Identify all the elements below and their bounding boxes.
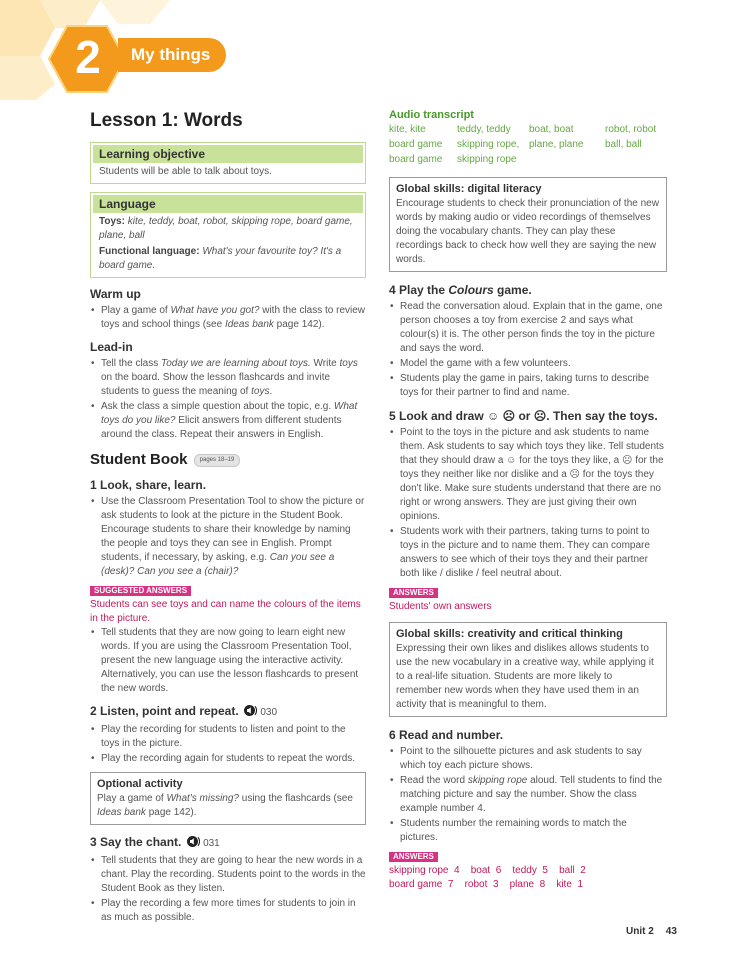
suggested-answers-label: SUGGESTED ANSWERS (90, 586, 191, 596)
exercise-5-heading: 5 Look and draw ☺ ☹ or ☹. Then say the toys. (389, 409, 658, 423)
learning-objective-box (90, 142, 366, 184)
unit-title: My things (131, 45, 211, 64)
audio-transcript-grid: kite, kite teddy, teddy boat, boat robot, robot board game skipping rope, plane, plane ball, ball board game skipping rope (389, 124, 657, 165)
answers-label: ANSWERS (389, 588, 438, 598)
audio-transcript-heading: Audio transcript (389, 109, 474, 121)
list-item: • Tell students that they are going to hear the new words in a chant. Play the recording. Students point to the words in the Student Book as they listen. (101, 854, 366, 896)
exercise-2-list (90, 723, 366, 766)
list-item: • Tell the class Today we are learning about toys. Write toys on the board. Show the lesson flashcards and invite students to guess the meaning of toys. (101, 357, 366, 399)
track-number: 030 (260, 707, 278, 718)
pages-badge: pages 18–19 (194, 454, 241, 467)
optional-activity-box (90, 772, 366, 825)
creativity-text: Expressing their own likes and dislikes allows students to use the new vocabulary in a creative way, while applying it to a real-life situation. Students are more likely to remember new words when they have used them in an activity that is meaningful to them. (396, 643, 654, 710)
creativity-heading: Global skills: creativity and critical thinking (396, 628, 623, 640)
optional-activity-text: Play a game of What's missing? using the flashcards (see Ideas bank page 142). (97, 793, 353, 818)
left-column (90, 108, 366, 926)
list-item: • Read the word skipping rope aloud. Tell students to find the matching picture and say the number. Show the class example number 4. (400, 774, 667, 816)
digital-literacy-text: Encourage students to check their pronunciation of the new words by making audio or video recordings of themselves doing the vocabulary chants. They can play these recordings back to check how well they are saying the new words. (396, 198, 659, 265)
answers-line-1: skipping rope 4 boat 6 teddy 5 ball 2 (389, 865, 586, 876)
list-item: • Students play the game in pairs, taking turns to describe toys for their partner to find and name. (400, 372, 667, 400)
language-box (90, 192, 366, 278)
exercise-6-list (389, 745, 667, 845)
list-item: • Play a game of What have you got? with the class to review toys and school things (see Ideas bank page 142). (101, 304, 366, 332)
list-item: • Students number the remaining words to match the pictures. (400, 817, 667, 845)
toys-label: Toys: (99, 216, 125, 227)
warm-up-heading: Warm up (90, 287, 141, 301)
toys-text: kite, teddy, boat, robot, skipping rope, board game, plane, ball (99, 216, 353, 241)
digital-literacy-heading: Global skills: digital literacy (396, 183, 542, 195)
lesson-title: Lesson 1: Words (90, 110, 243, 131)
answers-label: ANSWERS (389, 852, 438, 862)
page-footer (626, 926, 689, 937)
exercise-1-list (90, 495, 366, 579)
exercise-1-heading: 1 Look, share, learn. (90, 478, 207, 492)
footer-unit: Unit 2 (626, 926, 654, 937)
list-item: • Play the recording a few more times for students to join in as much as possible. (101, 897, 366, 925)
list-item: • Use the Classroom Presentation Tool to show the picture or ask students to look at the picture in the Student Book. Encourage students to share their knowledge by naming the people and toys they can see in English. Prompt students, if necessary, by asking, e.g. Can you see a (desk)? Can you see a (chair)? (101, 495, 366, 579)
suggested-answers-text: Students can see toys and can name the colours of the items in the picture. (90, 599, 361, 624)
exercise-4-list (389, 300, 667, 400)
creativity-box (389, 622, 667, 717)
right-column (389, 108, 667, 892)
list-item: • Model the game with a few volunteers. (400, 357, 667, 371)
exercise-6-heading: 6 Read and number. (389, 728, 504, 742)
answers-line-2: board game 7 robot 3 plane 8 kite 1 (389, 879, 584, 890)
list-item: • Read the conversation aloud. Explain that in the game, one person chooses a toy from exercise 2 and says what colour(s) it is. The other person finds the toy in the picture and says the word. (400, 300, 667, 356)
exercise-1-list-2 (90, 626, 366, 696)
exercise-5-list (389, 426, 667, 581)
learning-objective-text: Students will be able to talk about toys. (99, 166, 272, 177)
list-item: • Students work with their partners, taking turns to point to toys in the picture and to name them. They can compare answers to see which of their toys they and their partner both like / dislike / feel neutral about. (400, 525, 667, 581)
digital-literacy-box (389, 177, 667, 272)
list-item: • Tell students that they are now going to learn eight new words. If you are using the Classroom Presentation Tool, present the new language using the interactive activity. Alternatively, you can use the lesson flashcards to present the new words. (101, 626, 366, 696)
audio-icon[interactable] (187, 836, 200, 847)
page-number: 43 (665, 926, 677, 937)
student-book-heading: Student Book pages 18–19 (90, 450, 366, 470)
functional-language-label: Functional language: (99, 246, 200, 257)
answers-text: Students' own answers (389, 601, 492, 612)
lead-in-heading: Lead-in (90, 340, 133, 354)
track-number: 031 (203, 838, 220, 849)
learning-objective-heading: Learning objective (93, 145, 363, 163)
list-item: • Play the recording again for students to repeat the words. (101, 752, 366, 766)
list-item: • Point to the toys in the picture and ask students to name them. Ask students to say which toys they like. Tell students that they should draw a ☺ for the toys they like, a ☹ for the toys they neither like nor dislike and a ☹ for the toys they don't like. Make sure students understand that there are no right or wrong answers. They are just giving their own opinions. (400, 426, 667, 524)
list-item: • Point to the silhouette pictures and ask students to say which toy each picture shows. (400, 745, 667, 773)
exercise-2-heading: 2 Listen, point and repeat. 030 (90, 704, 278, 718)
language-heading: Language (93, 195, 363, 213)
exercise-3-list (90, 854, 366, 925)
functional-language-text: What's your favourite toy? It's a board game. (99, 246, 342, 271)
audio-icon[interactable] (244, 705, 257, 716)
language-body (91, 213, 365, 277)
unit-number: 2 (75, 31, 101, 83)
list-item: • Play the recording for students to listen and point to the toys in the picture. (101, 723, 366, 751)
list-item: • Ask the class a simple question about the topic, e.g. What toys do you like? Elicit answers from different students around the class. Repeat their answers in English. (101, 400, 366, 442)
warm-up-list (90, 304, 366, 332)
lead-in-list (90, 357, 366, 442)
exercise-3-heading: 3 Say the chant. 031 (90, 835, 220, 849)
optional-activity-heading: Optional activity (97, 778, 183, 790)
exercise-4-heading: 4 Play the Colours game. (389, 283, 532, 297)
